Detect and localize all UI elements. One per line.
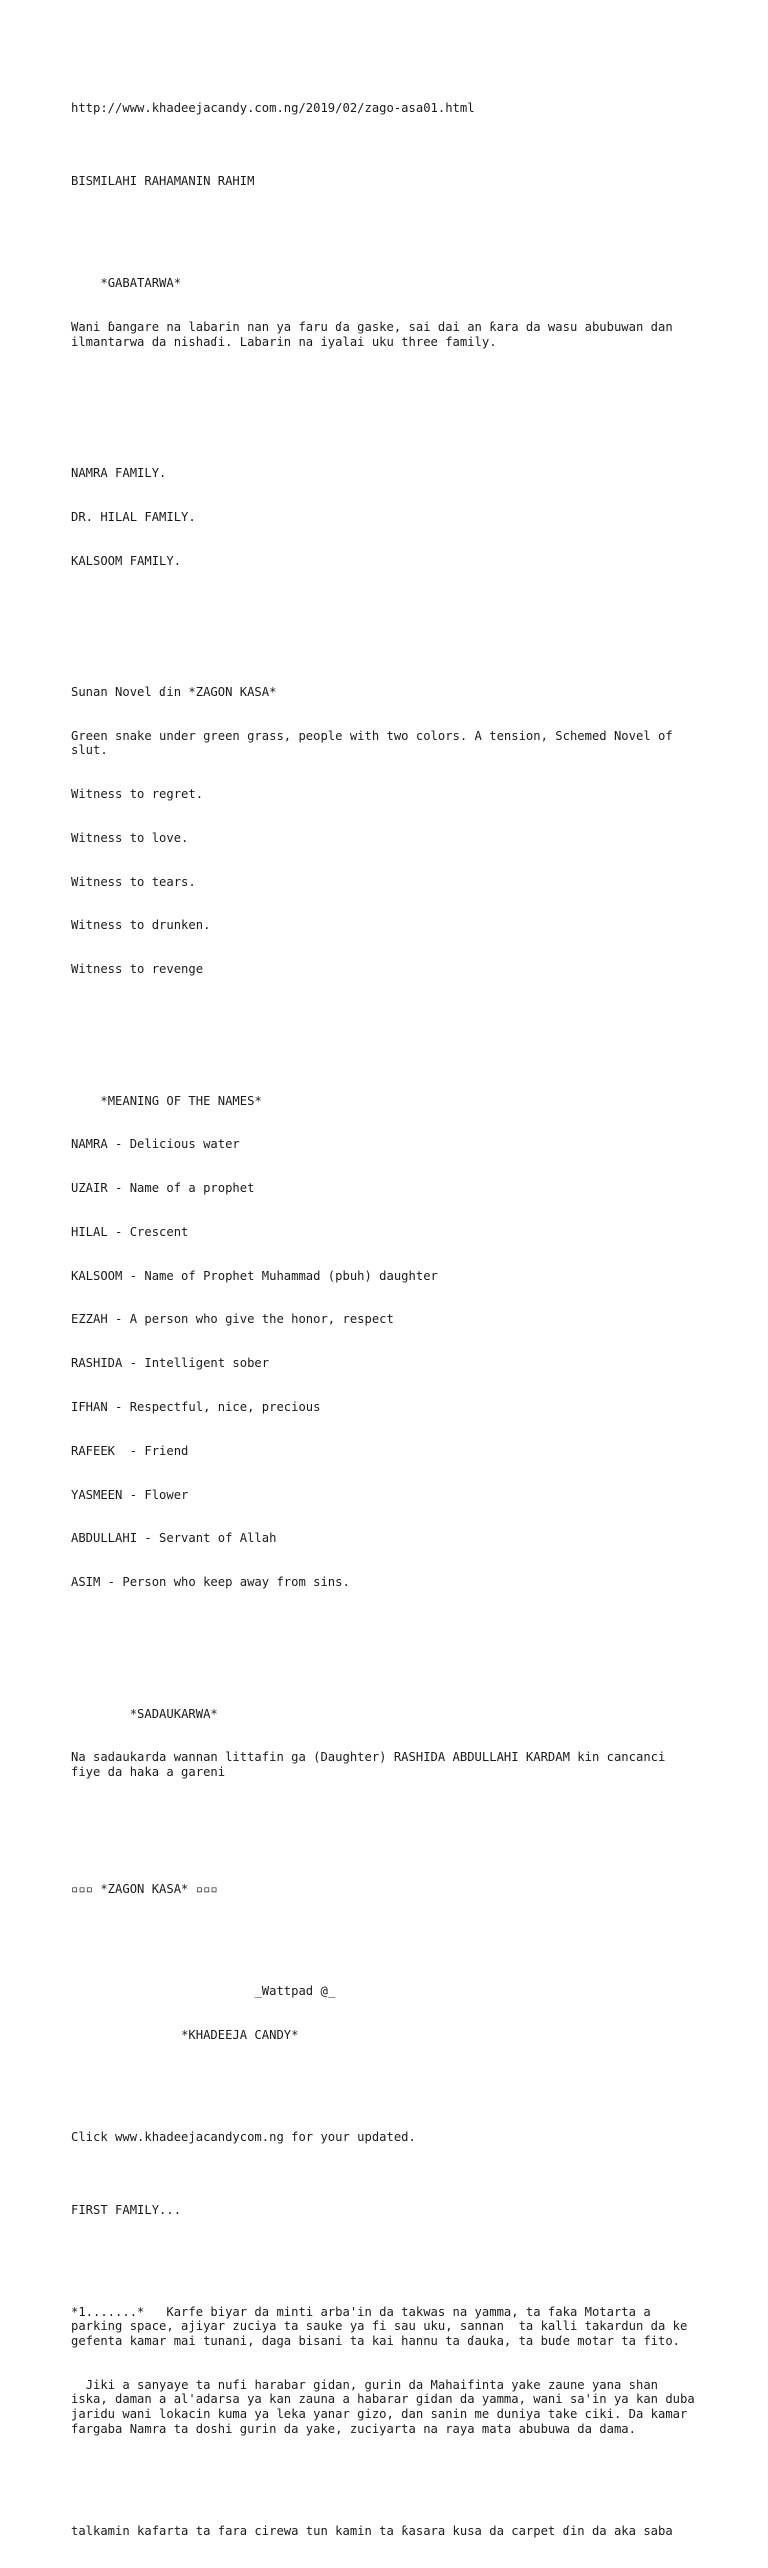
meanings-section — [71, 1064, 701, 1619]
source-url: http://www.khadeejacandy.com.ng/2019/02/zago-asa01.html — [71, 101, 475, 116]
wattpad-line: _Wattpad @_ — [71, 1983, 336, 1998]
meaning-item: RAFEEK - Friend — [71, 1443, 189, 1458]
credits — [71, 1955, 701, 2072]
bismillah-line: BISMILAHI RAHAMANIN RAHIM — [71, 174, 255, 189]
witness-line: Witness to tears. — [71, 874, 196, 889]
family-item: KALSOOM FAMILY. — [71, 553, 182, 568]
meaning-item: NAMRA - Delicious water — [71, 1137, 240, 1152]
meaning-item: RASHIDA - Intelligent sober — [71, 1356, 270, 1371]
gabatarwa-text: Wani ɓangare na labarin nan ya faru ɗa gaske, sai dai an ƙara da wasu abubuwan dan ilmantarwa da nishaɗi. Labarin na iyalai uku three family. — [71, 320, 681, 349]
chapter-paragraph: Jiki a sanyaye ta nufi harabar gidan, gurin da Mahaifinta yake zaune yana shan iska, daman a al'adarsa ya kan zauna a habarar gidan da yamma, wani sa'in ya kan duba jaridu wani lokacin kuma ya leka yanar gizo, dan sanin me duniya take ciki. Da kamar fargaba Namra ta doshi gurin da yake, zuciyarta na raya mata abubuwa da dama. — [71, 2377, 703, 2436]
gabatarwa-section — [71, 247, 701, 378]
witness-line: Witness to regret. — [71, 787, 204, 802]
meaning-item: KALSOOM - Name of Prophet Muhammad (pbuh) daughter — [71, 1268, 438, 1283]
gabatarwa-heading: *GABATARWA* — [71, 276, 182, 291]
witness-line: Witness to revenge — [71, 962, 204, 977]
witness-line: Witness to drunken. — [71, 918, 211, 933]
meaning-item: HILAL - Crescent — [71, 1224, 189, 1239]
meanings-heading: *MEANING OF THE NAMES* — [71, 1093, 262, 1108]
meaning-item: ASIM - Person who keep away from sins. — [71, 1575, 350, 1590]
novel-tagline: Green snake under green grass, people with two colors. A tension, Schemed Novel of slut. — [71, 728, 681, 758]
chapter-paragraph: *1.......* Karfe biyar da minti arba'in da takwas na yamma, ta faka Motarta a parking space, ajiyar zuciya ta sauke ya fi sau uku, sannan ta kalli takardun da ke gefenta kamar mai tunani, daga bisani ta kai hannu ta ɗauka, ta buɗe motar ta fito. — [71, 2304, 695, 2349]
chapter-paragraph: talkamin kafarta ta fara cirewa tun kamin ta ƙasara kusa da carpet ɗin da aka saba — [71, 2523, 673, 2538]
witness-line: Witness to love. — [71, 830, 189, 845]
meaning-item: YASMEEN - Flower — [71, 1487, 189, 1502]
meaning-item: UZAIR - Name of a prophet — [71, 1181, 255, 1196]
document-body — [71, 72, 701, 2568]
chapter-text — [71, 2276, 701, 2466]
sadaukarwa-heading: *SADAUKARWA* — [71, 1706, 218, 1721]
meaning-item: ABDULLAHI - Servant of Allah — [71, 1531, 277, 1546]
novel-name-line: Sunan Novel ɗin *ZAGON KASA* — [71, 684, 277, 699]
meaning-item: IFHAN - Respectful, nice, precious — [71, 1400, 321, 1415]
families-list — [71, 437, 701, 598]
author-line: *KHADEEJA CANDY* — [71, 2027, 299, 2042]
novel-title-line: ▫▫▫ *ZAGON KASA* ▫▫▫ — [71, 1881, 218, 1896]
family-item: DR. HILAL FAMILY. — [71, 509, 196, 524]
sadaukarwa-section — [71, 1677, 701, 1808]
first-family-line: FIRST FAMILY... — [71, 2202, 182, 2217]
sadaukarwa-text: Na sadaukarda wannan littafin ga (Daughter) RASHIDA ABDULLAHI KARDAM kin cancanci fiye da haka a gareni — [71, 1750, 673, 1779]
meaning-item: EZZAH - A person who give the honor, respect — [71, 1312, 394, 1327]
update-notice: Click www.khadeejacandycom.ng for your updated. — [71, 2129, 416, 2144]
novel-intro — [71, 656, 701, 1006]
family-item: NAMRA FAMILY. — [71, 466, 167, 481]
